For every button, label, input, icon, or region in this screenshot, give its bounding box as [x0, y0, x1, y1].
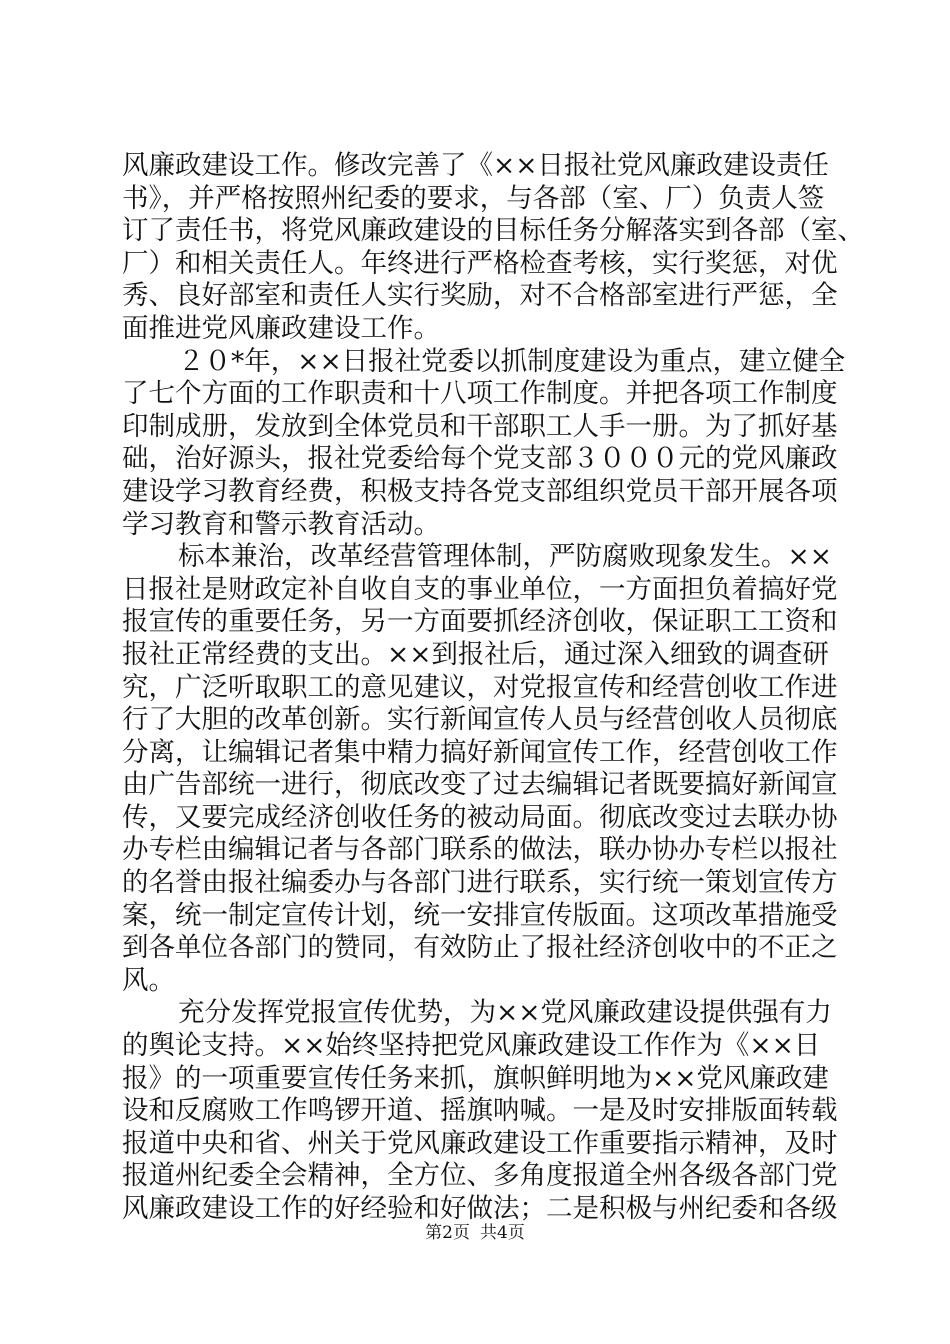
text-line: 的舆论支持。××始终坚持把党风廉政建设工作作为《××日	[122, 1030, 821, 1062]
text-line: 的名誉由报社编委办与各部门进行联系，实行统一策划宣传方	[122, 867, 838, 899]
text-line: 行了大胆的改革创新。实行新闻宣传人员与经营创收人员彻底	[122, 704, 838, 736]
text-line: 报道中央和省、州关于党风廉政建设工作重要指示精神，及时	[122, 1127, 838, 1159]
text-line: 由广告部统一进行，彻底改变了过去编辑记者既要搞好新闻宣	[122, 769, 838, 801]
text-line: 办专栏由编辑记者与各部门联系的做法，联办协办专栏以报社	[122, 834, 838, 866]
text-line: 报宣传的重要任务，另一方面要抓经济创收，保证职工工资和	[122, 606, 838, 638]
text-line: 订了责任书，将党风廉政建设的目标任务分解落实到各部（室、	[122, 215, 864, 247]
text-line: 印制成册，发放到全体党员和干部职工人手一册。为了抓好基	[122, 410, 838, 442]
text-line: 日报社是财政定补自收自支的事业单位，一方面担负着搞好党	[122, 573, 838, 605]
document-body	[122, 150, 864, 1226]
text-line: 面推进党风廉政建设工作。	[122, 312, 440, 344]
text-line: 标本兼治，改革经营管理体制，严防腐败现象发生。××	[178, 541, 832, 573]
page-footer	[0, 1218, 950, 1243]
text-line: 报》的一项重要宣传任务来抓，旗帜鲜明地为××党风廉政建	[122, 1062, 829, 1094]
text-line: 分离，让编辑记者集中精力搞好新闻宣传工作，经营创收工作	[122, 736, 838, 768]
text-line: 传，又要完成经济创收任务的被动局面。彻底改变过去联办协	[122, 801, 838, 833]
text-line: 风。	[122, 964, 175, 996]
text-line: 书》，并严格按照州纪委的要求，与各部（室、厂）负责人签	[122, 182, 825, 214]
text-line: 厂）和相关责任人。年终进行严格检查考核，实行奖惩，对优	[122, 247, 838, 279]
text-line: ２０*年，××日报社党委以抓制度建设为重点，建立健全	[178, 345, 846, 377]
text-line: 建设学习教育经费，积极支持各党支部组织党员干部开展各项	[122, 475, 838, 507]
page-number: 第2页	[425, 1223, 470, 1243]
text-line: 了七个方面的工作职责和十八项工作制度。并把各项工作制度	[122, 378, 838, 410]
page-total: 共4页	[480, 1223, 525, 1243]
text-line: 报道州纪委全会精神，全方位、多角度报道全州各级各部门党	[122, 1160, 838, 1192]
text-line: 案，统一制定宣传计划，统一安排宣传版面。这项改革措施受	[122, 899, 838, 931]
text-line: 到各单位各部门的赞同，有效防止了报社经济创收中的不正之	[122, 932, 838, 964]
text-line: 学习教育和警示教育活动。	[122, 508, 440, 540]
text-line: 风廉政建设工作的好经验和好做法；二是积极与州纪委和各级	[122, 1193, 838, 1224]
text-line: 报社正常经费的支出。××到报社后，通过深入细致的调查研	[122, 638, 829, 670]
text-line: 究，广泛听取职工的意见建议，对党报宣传和经营创收工作进	[122, 671, 838, 703]
text-line: 设和反腐败工作鸣锣开道、摇旗呐喊。一是及时安排版面转载	[122, 1095, 838, 1127]
text-line: 充分发挥党报宣传优势，为××党风廉政建设提供强有力	[178, 997, 832, 1029]
text-line: 风廉政建设工作。修改完善了《××日报社党风廉政建设责任	[122, 150, 829, 181]
text-line: 础，治好源头，报社党委给每个党支部３０００元的党风廉政	[122, 443, 838, 475]
text-line: 秀、良好部室和责任人实行奖励，对不合格部室进行严惩，全	[122, 280, 838, 312]
